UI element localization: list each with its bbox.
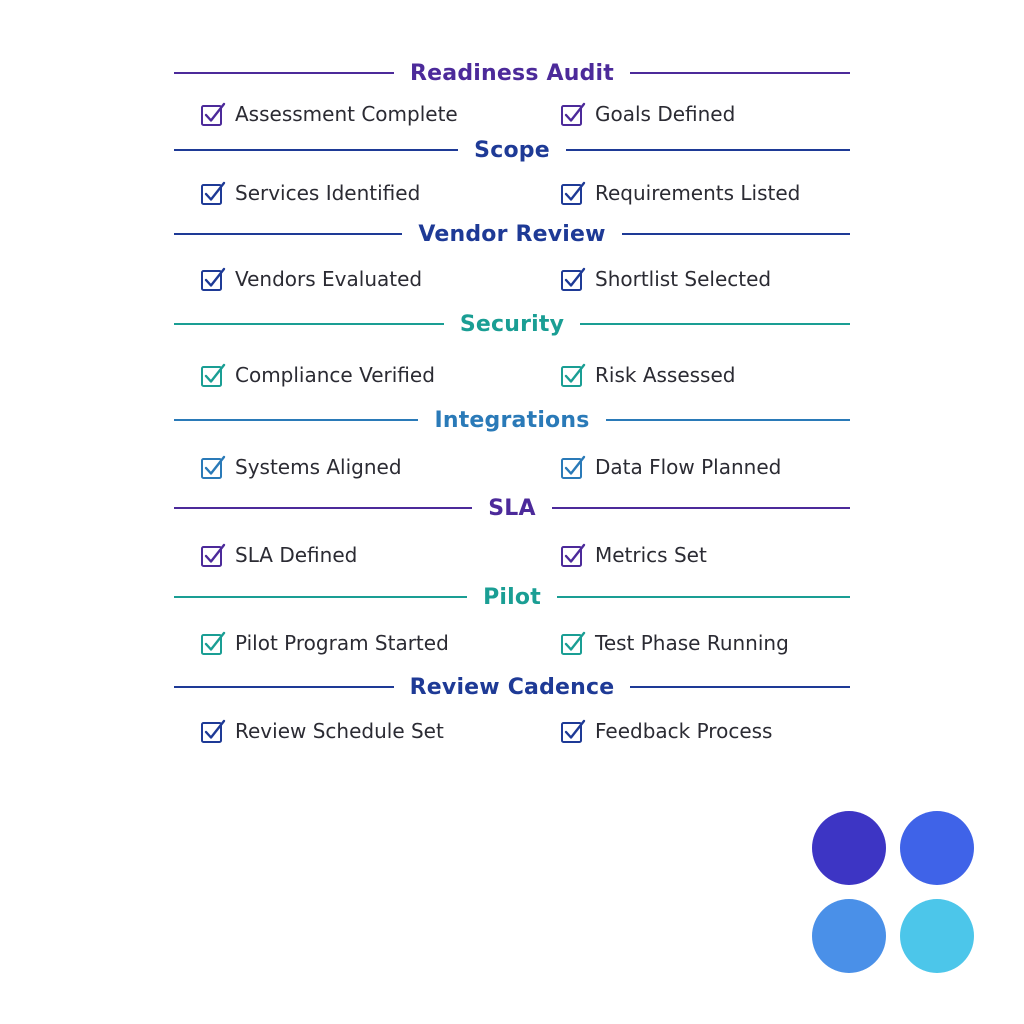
checklist-item-label: Goals Defined <box>595 102 736 126</box>
color-swatch-indigo <box>812 811 886 885</box>
section-header-pilot <box>174 579 850 615</box>
color-swatch-cyan <box>900 899 974 973</box>
checklist-item-label: SLA Defined <box>235 543 358 567</box>
checklist-item-label: Assessment Complete <box>235 102 458 126</box>
header-rule-right <box>630 686 850 688</box>
color-swatch-grid <box>812 811 974 973</box>
section-title: Vendor Review <box>418 221 606 247</box>
checklist-item-risk-assessed[interactable] <box>560 360 735 390</box>
header-rule-right <box>622 233 850 235</box>
checklist-item-compliance-verified[interactable] <box>200 360 435 390</box>
checkbox-checked-icon[interactable] <box>560 362 586 388</box>
checklist-item-assessment-complete[interactable] <box>200 99 458 129</box>
checklist-item-label: Test Phase Running <box>595 631 789 655</box>
header-rule-left <box>174 686 394 688</box>
header-rule-left <box>174 507 472 509</box>
section-title: Integrations <box>434 407 590 433</box>
checklist-item-review-schedule-set[interactable] <box>200 716 444 746</box>
checkbox-checked-icon[interactable] <box>200 454 226 480</box>
checkbox-checked-icon[interactable] <box>560 101 586 127</box>
header-rule-right <box>606 419 850 421</box>
section-header-integrations <box>174 402 850 438</box>
checkbox-checked-icon[interactable] <box>200 542 226 568</box>
header-rule-left <box>174 233 402 235</box>
checkbox-checked-icon[interactable] <box>200 630 226 656</box>
checklist-item-services-identified[interactable] <box>200 178 420 208</box>
section-header-sla <box>174 490 850 526</box>
header-rule-right <box>630 72 850 74</box>
checkbox-checked-icon[interactable] <box>560 542 586 568</box>
checkbox-checked-icon[interactable] <box>200 266 226 292</box>
color-swatch-sky <box>812 899 886 973</box>
checklist-item-vendors-evaluated[interactable] <box>200 264 422 294</box>
checklist-item-feedback-process[interactable] <box>560 716 772 746</box>
checklist-item-label: Compliance Verified <box>235 363 435 387</box>
section-title: Scope <box>474 137 550 163</box>
header-rule-left <box>174 323 444 325</box>
checklist-item-goals-defined[interactable] <box>560 99 735 129</box>
header-rule-left <box>174 72 394 74</box>
checklist-item-systems-aligned[interactable] <box>200 452 402 482</box>
checkbox-checked-icon[interactable] <box>560 180 586 206</box>
checklist-item-test-phase-running[interactable] <box>560 628 789 658</box>
checklist-item-shortlist-selected[interactable] <box>560 264 771 294</box>
section-header-review-cadence <box>174 669 850 705</box>
checklist-item-label: Vendors Evaluated <box>235 267 423 291</box>
checkbox-checked-icon[interactable] <box>560 454 586 480</box>
section-title: SLA <box>488 495 536 521</box>
checklist-item-label: Shortlist Selected <box>595 267 772 291</box>
checklist-item-label: Services Identified <box>235 181 421 205</box>
header-rule-right <box>580 323 850 325</box>
checklist-item-label: Feedback Process <box>595 719 773 743</box>
header-rule-left <box>174 149 458 151</box>
header-rule-left <box>174 419 418 421</box>
section-header-readiness-audit <box>174 55 850 91</box>
checklist-item-label: Data Flow Planned <box>595 455 782 479</box>
checklist-item-label: Risk Assessed <box>595 363 736 387</box>
header-rule-right <box>552 507 850 509</box>
section-title: Review Cadence <box>409 674 615 700</box>
section-title: Pilot <box>483 584 541 610</box>
checkbox-checked-icon[interactable] <box>200 180 226 206</box>
checkbox-checked-icon[interactable] <box>200 362 226 388</box>
checklist-item-label: Systems Aligned <box>235 455 402 479</box>
checkbox-checked-icon[interactable] <box>560 266 586 292</box>
header-rule-right <box>557 596 850 598</box>
checkbox-checked-icon[interactable] <box>560 718 586 744</box>
section-header-vendor-review <box>174 216 850 252</box>
checklist-item-pilot-program-started[interactable] <box>200 628 449 658</box>
checklist-item-sla-defined[interactable] <box>200 540 357 570</box>
checklist-item-label: Metrics Set <box>595 543 707 567</box>
checkbox-checked-icon[interactable] <box>200 101 226 127</box>
checklist-item-label: Requirements Listed <box>595 181 801 205</box>
checklist-item-requirements-listed[interactable] <box>560 178 800 208</box>
section-header-security <box>174 306 850 342</box>
checklist-item-label: Pilot Program Started <box>235 631 449 655</box>
checkbox-checked-icon[interactable] <box>560 630 586 656</box>
checklist-item-label: Review Schedule Set <box>235 719 444 743</box>
checklist-item-metrics-set[interactable] <box>560 540 707 570</box>
color-swatch-blue <box>900 811 974 885</box>
section-title: Security <box>459 311 565 337</box>
section-header-scope <box>174 132 850 168</box>
checklist-item-data-flow-planned[interactable] <box>560 452 781 482</box>
header-rule-right <box>566 149 850 151</box>
checkbox-checked-icon[interactable] <box>200 718 226 744</box>
header-rule-left <box>174 596 467 598</box>
section-title: Readiness Audit <box>410 60 614 86</box>
